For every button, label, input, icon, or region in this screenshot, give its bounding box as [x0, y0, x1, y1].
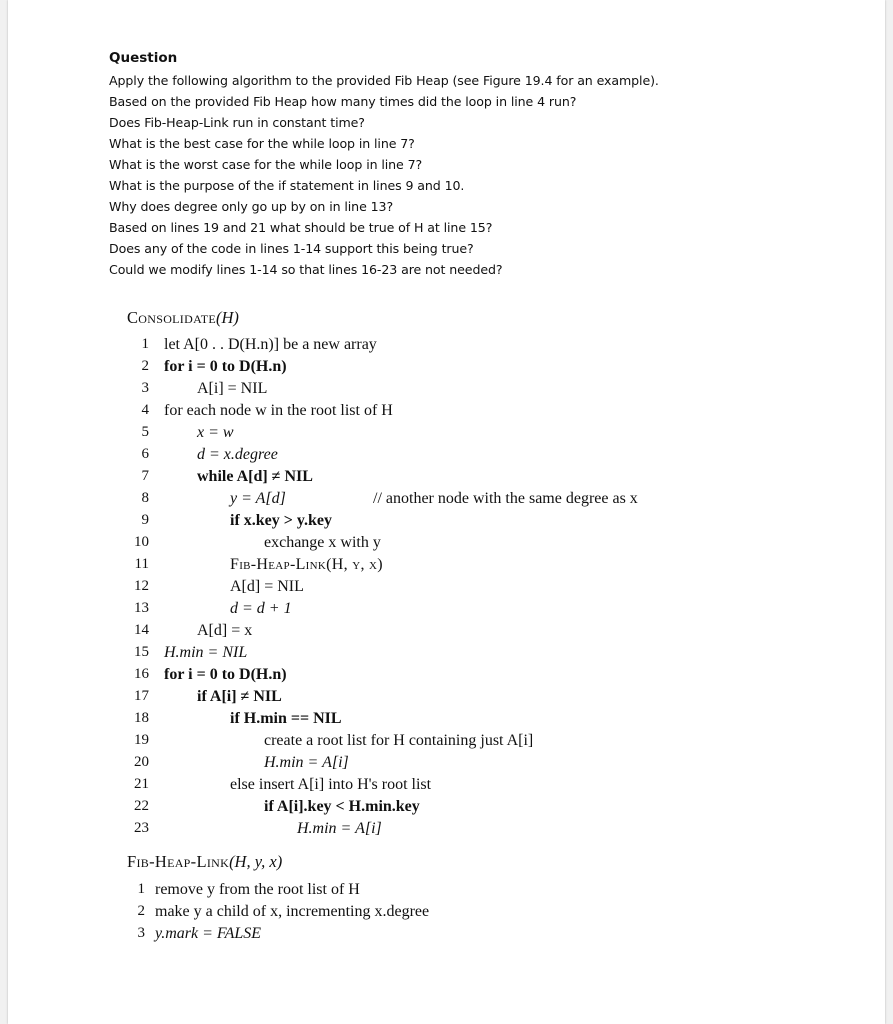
- line-number: 11: [134, 556, 149, 572]
- line-number: 7: [141, 468, 149, 484]
- code-line: x = w: [197, 424, 234, 441]
- fib-heap-link-header: [127, 852, 282, 872]
- question-line: What is the purpose of the if statement in lines 9 and 10.: [109, 178, 465, 193]
- line-number: 15: [134, 644, 149, 660]
- line-number: 2: [137, 903, 145, 919]
- line-number: 22: [134, 798, 149, 814]
- line-number: 20: [134, 754, 149, 770]
- code-line: for i = 0 to D(H.n): [164, 358, 287, 375]
- code-line: make y a child of x, incrementing x.degree: [155, 903, 430, 920]
- question-line: Apply the following algorithm to the provided Fib Heap (see Figure 19.4 for an example).: [109, 73, 659, 88]
- code-line: create a root list for H containing just A[i]: [264, 732, 534, 749]
- line-number: 21: [134, 776, 149, 792]
- document-page: [8, 0, 885, 1024]
- question-line: Based on lines 19 and 21 what should be true of H at line 15?: [109, 220, 493, 235]
- question-line: What is the worst case for the while loop in line 7?: [109, 157, 423, 172]
- code-line: y = A[d]: [230, 490, 286, 507]
- line-number: 16: [134, 666, 149, 682]
- question-line: Based on the provided Fib Heap how many times did the loop in line 4 run?: [109, 94, 577, 109]
- consolidate-header: [127, 308, 239, 328]
- code-line: d = d + 1: [230, 600, 292, 617]
- question-line: Does any of the code in lines 1-14 support this being true?: [109, 241, 474, 256]
- code-line: A[d] = x: [197, 622, 253, 639]
- code-line: let A[0 . . D(H.n)] be a new array: [164, 336, 377, 353]
- line-number: 17: [134, 688, 149, 704]
- line-number: 1: [141, 336, 149, 352]
- line-number: 3: [141, 380, 149, 396]
- code-line: A[i] = NIL: [197, 380, 268, 397]
- line-number: 5: [141, 424, 149, 440]
- code-comment: // another node with the same degree as x: [373, 490, 638, 507]
- code-line: exchange x with y: [264, 534, 381, 551]
- code-line: if A[i] ≠ NIL: [197, 688, 282, 705]
- code-line: if A[i].key < H.min.key: [264, 798, 420, 815]
- line-number: 4: [141, 402, 149, 418]
- code-line: H.min = NIL: [164, 644, 248, 661]
- question-title: Question: [109, 50, 178, 66]
- code-line: if H.min == NIL: [230, 710, 342, 727]
- code-line: H.min = A[i]: [297, 820, 382, 837]
- line-number: 8: [141, 490, 149, 506]
- code-line: H.min = A[i]: [264, 754, 349, 771]
- code-line: remove y from the root list of H: [155, 881, 360, 898]
- code-line: if x.key > y.key: [230, 512, 333, 529]
- line-number: 18: [134, 710, 149, 726]
- procedure-args: (H): [215, 308, 239, 327]
- line-number: 23: [134, 820, 149, 836]
- line-number: 3: [137, 925, 145, 941]
- line-number: 12: [134, 578, 149, 594]
- question-line: Does Fib-Heap-Link run in constant time?: [109, 115, 365, 130]
- line-number: 6: [141, 446, 149, 462]
- line-number: 9: [141, 512, 149, 528]
- code-line: for i = 0 to D(H.n): [164, 666, 287, 683]
- line-number: 2: [141, 358, 149, 374]
- line-number: 19: [134, 732, 149, 748]
- code-line: while A[d] ≠ NIL: [197, 468, 313, 485]
- line-number: 10: [134, 534, 149, 550]
- procedure-name: Consolidate: [127, 308, 216, 327]
- code-line: y.mark = FALSE: [155, 925, 262, 942]
- code-line: A[d] = NIL: [230, 578, 304, 595]
- procedure-name: Fib-Heap-Link: [127, 852, 230, 871]
- line-number: 13: [134, 600, 149, 616]
- line-number: 1: [137, 881, 145, 897]
- question-line: Could we modify lines 1-14 so that lines 16-23 are not needed?: [109, 262, 503, 277]
- procedure-args: (H, y, x): [229, 852, 283, 871]
- question-line: What is the best case for the while loop in line 7?: [109, 136, 415, 151]
- line-number: 14: [134, 622, 149, 638]
- code-line: Fib-Heap-Link(H, y, x): [230, 556, 383, 573]
- code-line: d = x.degree: [197, 446, 278, 463]
- question-line: Why does degree only go up by on in line 13?: [109, 199, 394, 214]
- code-line: else insert A[i] into H's root list: [230, 776, 432, 793]
- code-line: for each node w in the root list of H: [164, 402, 393, 419]
